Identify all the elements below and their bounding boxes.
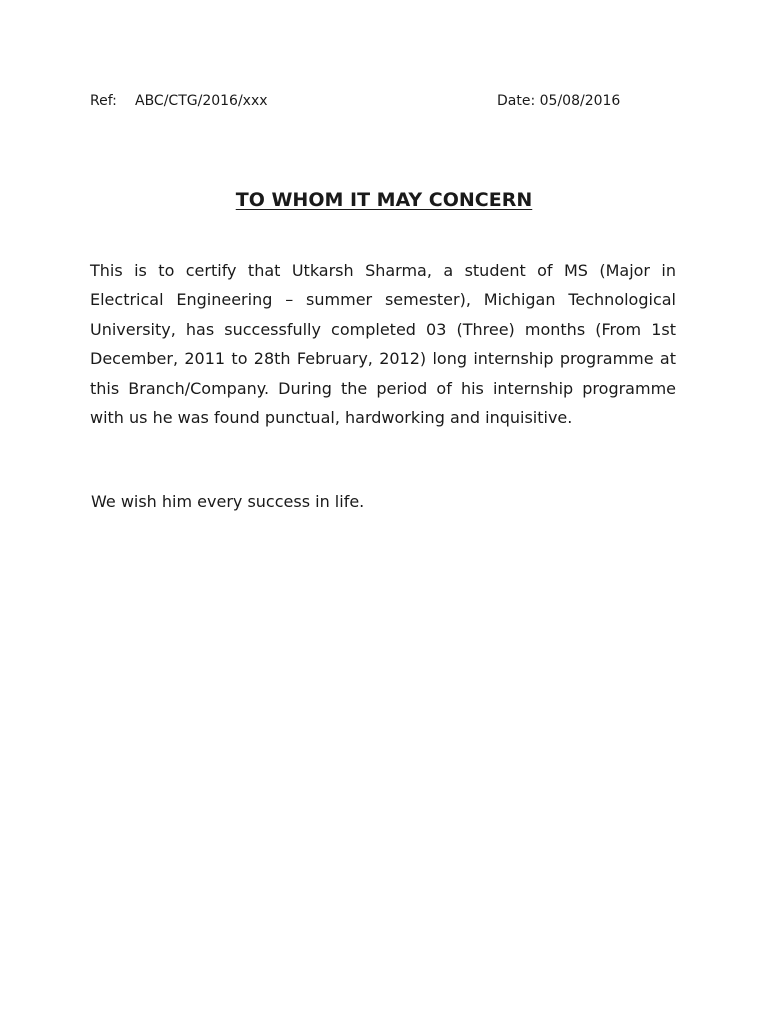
- letter-date: Date: 05/08/2016: [497, 93, 621, 109]
- reference-number: ABC/CTG/2016/xxx: [135, 93, 268, 109]
- letter-heading-text: TO WHOM IT MAY CONCERN: [235, 189, 533, 211]
- certificate-body-paragraph: This is to certify that Utkarsh Sharma, a student of MS (Major in Electrical Engineering – summer semester), Michigan Technological University, has successfully completed 03 (Three) months (From 1st December, 2011 to 28th February, 2012) long internship programme at this Branch/Company. During the period of his internship programme with us he was found punctual, hardworking and inquisitive.: [90, 261, 676, 428]
- letter-heading: [0, 188, 768, 212]
- reference-line: [90, 92, 268, 110]
- closing-wish: We wish him every success in life.: [91, 492, 365, 511]
- reference-label: Ref:: [90, 93, 117, 109]
